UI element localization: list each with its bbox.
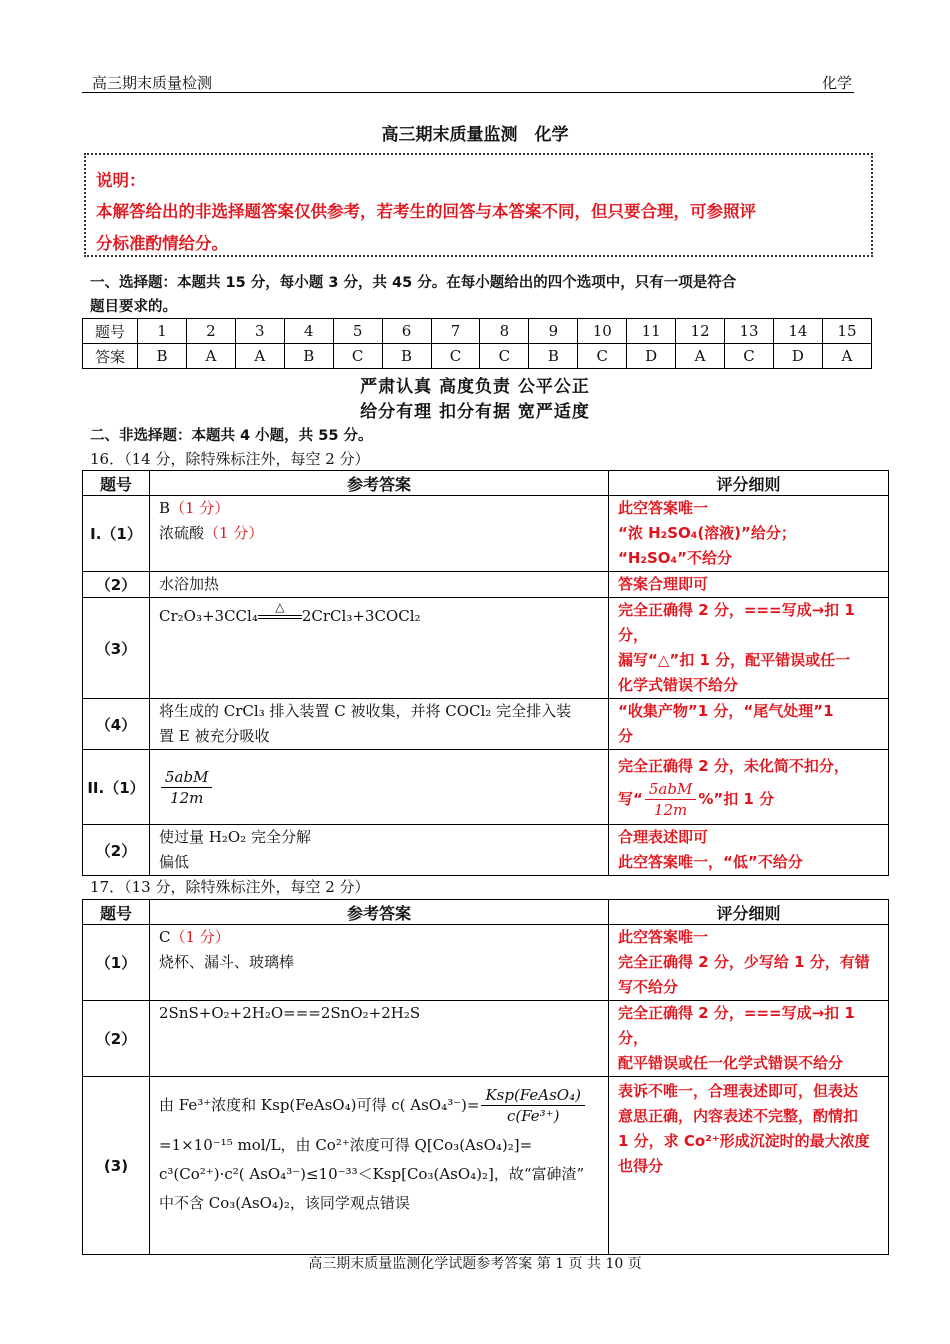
q17-col-rule: 评分细则 bbox=[609, 900, 889, 925]
q16-r1-rule: 此空答案唯一 “浓 H₂SO₄(溶液)”给分； “H₂SO₄”不给分 bbox=[609, 496, 889, 572]
mc-answer-13: C bbox=[725, 344, 774, 369]
q16-r5-answer bbox=[150, 750, 609, 825]
q17-r2-rule: 完全正确得 2 分，===写成→扣 1 分， 配平错误或任一化学式错误不给分 bbox=[609, 1001, 889, 1077]
mc-answer-2: A bbox=[186, 344, 235, 369]
page-header bbox=[82, 70, 854, 93]
mc-number-3: 3 bbox=[235, 319, 284, 344]
q16-table bbox=[82, 470, 889, 876]
q16-r5-no: II.（1） bbox=[83, 750, 150, 825]
section2-heading: 二、非选择题：本题共 4 小题，共 55 分。 bbox=[90, 428, 373, 444]
section1-line-2: 题目要求的。 bbox=[90, 299, 177, 315]
q16-r4-answer: 将生成的 CrCl₃ 排入装置 C 被收集，并将 COCl₂ 完全排入装 置 E 被充分吸收 bbox=[150, 699, 609, 750]
multiple-choice-table bbox=[82, 318, 872, 369]
notice-label: 说明： bbox=[96, 171, 146, 190]
mc-answer-5: C bbox=[333, 344, 382, 369]
mc-answer-3: A bbox=[235, 344, 284, 369]
slogan-line-1: 严肃认真 高度负责 公平公正 bbox=[360, 377, 590, 397]
q17-table bbox=[82, 899, 889, 1255]
q17-r1-rule: 此空答案唯一 完全正确得 2 分，少写给 1 分，有错 写不给分 bbox=[609, 925, 889, 1001]
q16-heading: 16．（14 分，除特殊标注外，每空 2 分） bbox=[90, 450, 370, 468]
mc-number-13: 13 bbox=[725, 319, 774, 344]
notice-line-2: 分标准酌情给分。 bbox=[96, 234, 228, 253]
q16-r4-rule: “收集产物”1 分，“尾气处理”1 分 bbox=[609, 699, 889, 750]
mc-number-12: 12 bbox=[676, 319, 725, 344]
mc-number-4: 4 bbox=[284, 319, 333, 344]
mc-answer-8: C bbox=[480, 344, 529, 369]
q16-r4-no: （4） bbox=[83, 699, 150, 750]
mc-number-11: 11 bbox=[627, 319, 676, 344]
q17-col-answer: 参考答案 bbox=[150, 900, 609, 925]
q17-r3-rule: 表诉不唯一，合理表述即可，但表达 意思正确，内容表述不完整，酌情扣 1 分，求 Co²⁺形成沉淀时的最大浓度 也得分 bbox=[609, 1077, 889, 1255]
mc-number-6: 6 bbox=[382, 319, 431, 344]
mc-answer-4: B bbox=[284, 344, 333, 369]
q16-r2-no: （2） bbox=[83, 572, 150, 598]
q16-col-answer: 参考答案 bbox=[150, 471, 609, 496]
mc-number-14: 14 bbox=[773, 319, 822, 344]
mc-answer-14: D bbox=[773, 344, 822, 369]
q16-r6-rule: 合理表述即可 此空答案唯一，“低”不给分 bbox=[609, 825, 889, 876]
q16-r2-answer: 水浴加热 bbox=[150, 572, 609, 598]
mc-number-9: 9 bbox=[529, 319, 578, 344]
header-right: 化学 bbox=[821, 74, 852, 92]
q17-col-no: 题号 bbox=[83, 900, 150, 925]
q17-r3-answer: 由 Fe³⁺浓度和 Ksp(FeAsO₄)可得 c( AsO₄³⁻)= $\frac{\text{Ksp(FeAsO₄)}}{\text{c(Fe³⁺)}}$ =1×10⁻¹⁵ mol/L，由 Co²⁺浓度可得 Q[Co₃(AsO₄)₂]= c³(Co²⁺)·c²( AsO₄³⁻)≤10⁻³³＜Ksp[Co₃(AsO₄)₂]，故“富砷渣” 中不含 Co₃(AsO₄)₂，该同学观点错误 bbox=[150, 1077, 609, 1255]
document-title: 高三期末质量监测 化学 bbox=[381, 125, 569, 145]
mc-number-label: 题号 bbox=[83, 319, 138, 344]
q16-r6-answer: 使过量 H₂O₂ 完全分解 偏低 bbox=[150, 825, 609, 876]
mc-number-1: 1 bbox=[138, 319, 187, 344]
q17-heading: 17．（13 分，除特殊标注外，每空 2 分） bbox=[90, 878, 370, 896]
page-footer: 高三期末质量监测化学试题参考答案 第 1 页 共 10 页 bbox=[308, 1256, 642, 1272]
q16-r1-answer: B（1 分） 浓硫酸（1 分） bbox=[150, 496, 609, 572]
mc-answer-11: D bbox=[627, 344, 676, 369]
q17-r2-no: （2） bbox=[83, 1001, 150, 1077]
notice-line-1: 本解答给出的非选择题答案仅供参考，若考生的回答与本答案不同，但只要合理，可参照评 bbox=[96, 202, 756, 221]
q17-r2-answer: 2SnS+O₂+2H₂O===2SnO₂+2H₂S bbox=[150, 1001, 609, 1077]
mc-number-10: 10 bbox=[578, 319, 627, 344]
slogan-line-2: 给分有理 扣分有据 宽严适度 bbox=[360, 402, 590, 422]
q16-r3-answer: Cr₂O₃+3CCl₄ △ 2CrCl₃+3COCl₂ bbox=[150, 598, 609, 699]
mc-number-5: 5 bbox=[333, 319, 382, 344]
section1-line-1: 一、选择题：本题共 15 分，每小题 3 分，共 45 分。在每小题给出的四个选项中，只有一项是符合 bbox=[90, 275, 737, 291]
mc-answer-7: C bbox=[431, 344, 480, 369]
fraction-5abM-12m: $\frac{\text{5abM}}{12m}$ bbox=[161, 767, 212, 808]
mc-number-8: 8 bbox=[480, 319, 529, 344]
mc-answer-1: B bbox=[138, 344, 187, 369]
q16-col-no: 题号 bbox=[83, 471, 150, 496]
q16-r5-rule: 完全正确得 2 分，未化简不扣分， 写“ $\frac{\text{5abM}}{12m}$ %”扣 1 分 bbox=[609, 750, 889, 825]
q16-r3-no: （3） bbox=[83, 598, 150, 699]
q16-r3-rule: 完全正确得 2 分，===写成→扣 1 分， 漏写“△”扣 1 分，配平错误或任一 化学式错误不给分 bbox=[609, 598, 889, 699]
mc-answer-6: B bbox=[382, 344, 431, 369]
q16-col-rule: 评分细则 bbox=[609, 471, 889, 496]
mc-number-2: 2 bbox=[186, 319, 235, 344]
mc-answer-12: A bbox=[676, 344, 725, 369]
mc-number-7: 7 bbox=[431, 319, 480, 344]
header-left: 高三期末质量检测 bbox=[92, 74, 213, 92]
mc-number-15: 15 bbox=[822, 319, 871, 344]
mc-answer-15: A bbox=[822, 344, 871, 369]
q16-r2-rule: 答案合理即可 bbox=[609, 572, 889, 598]
notice-box bbox=[84, 153, 873, 257]
mc-answer-9: B bbox=[529, 344, 578, 369]
q16-r1-no: I.（1） bbox=[83, 496, 150, 572]
heat-condition: △ bbox=[275, 600, 285, 614]
mc-answer-label: 答案 bbox=[83, 344, 138, 369]
q17-r1-no: （1） bbox=[83, 925, 150, 1001]
mc-answer-10: C bbox=[578, 344, 627, 369]
q17-r1-answer: C（1 分） 烧杯、漏斗、玻璃棒 bbox=[150, 925, 609, 1001]
q16-r6-no: （2） bbox=[83, 825, 150, 876]
q17-r3-no: (3) bbox=[83, 1077, 150, 1255]
